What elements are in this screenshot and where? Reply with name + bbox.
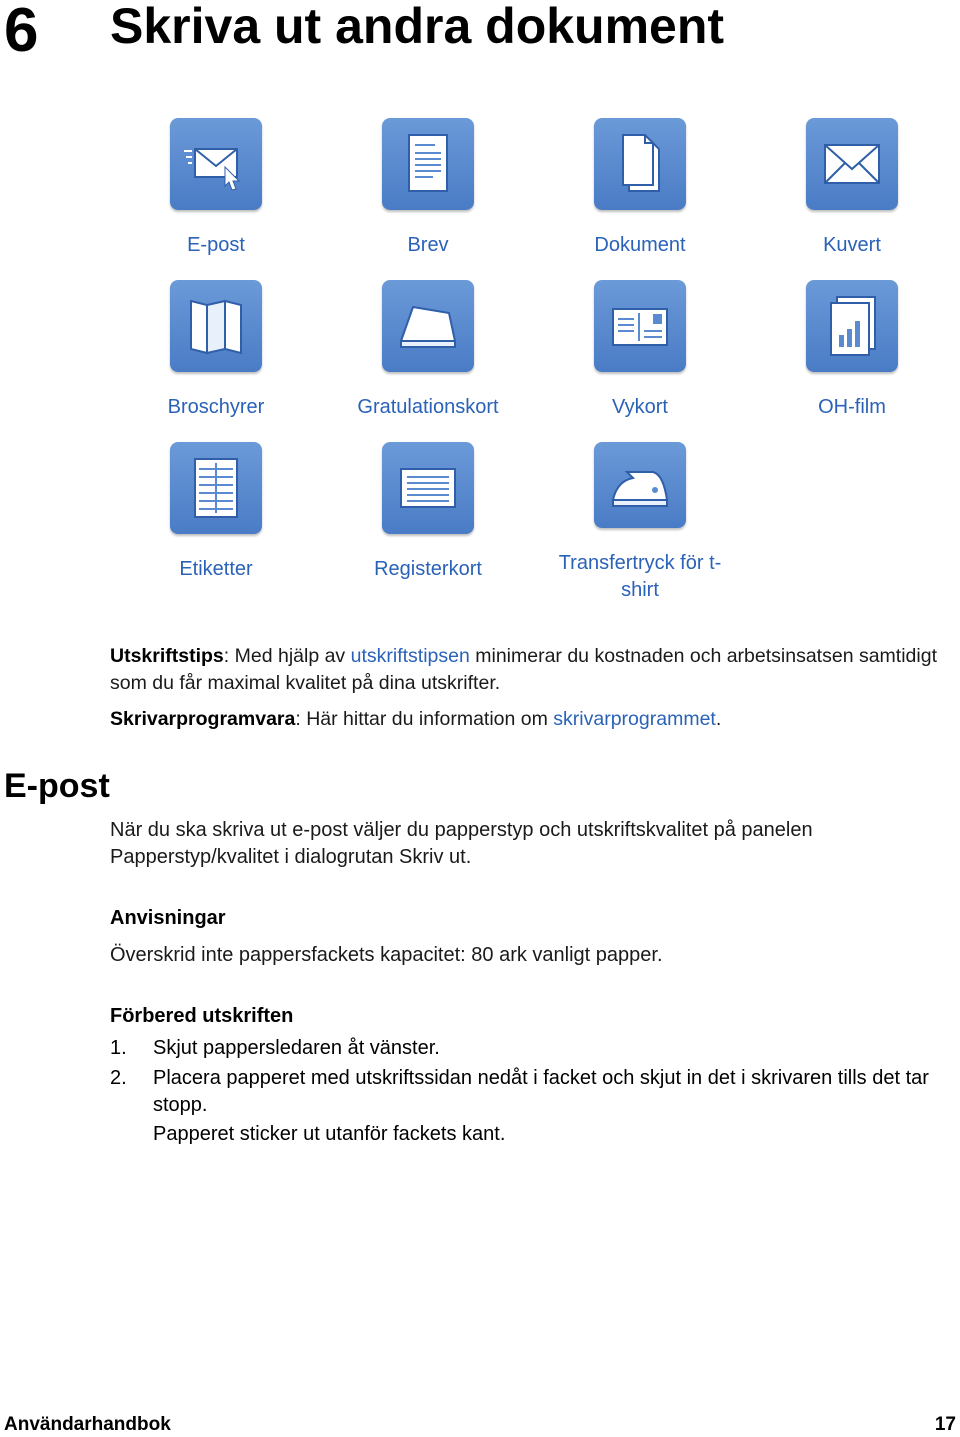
printer-software-pre: : Här hittar du information om <box>295 708 554 730</box>
tile-postcard[interactable] <box>534 280 746 442</box>
labels-icon <box>170 442 262 534</box>
tile-label: Kuvert <box>823 234 881 256</box>
transparency-icon <box>806 280 898 372</box>
printer-software-post: . <box>715 708 722 730</box>
tile-letter[interactable] <box>322 118 534 280</box>
tile-label: Broschyrer <box>167 396 265 418</box>
email-icon <box>170 118 262 210</box>
tile-greeting-card[interactable] <box>322 280 534 442</box>
grid-row <box>110 442 958 604</box>
tile-label: E-post <box>187 234 245 256</box>
document-icon <box>594 118 686 210</box>
tile-document[interactable] <box>534 118 746 280</box>
list-item <box>110 1035 955 1062</box>
printer-software-label: Skrivarprogramvara <box>110 708 296 730</box>
page-number: 17 <box>934 1414 956 1435</box>
postcard-icon <box>594 280 686 372</box>
iron-on-icon <box>594 442 686 528</box>
print-tips-link[interactable]: utskriftstipsen <box>350 645 470 667</box>
document-type-grid <box>110 118 958 604</box>
tile-label: Dokument <box>594 234 686 256</box>
step-note <box>110 1121 955 1148</box>
envelope-icon <box>806 118 898 210</box>
section-title: E-post <box>4 767 110 805</box>
footer-manual-title: Användarhandbok <box>4 1414 171 1435</box>
guidelines-title: Anvisningar <box>110 907 226 929</box>
tile-email[interactable] <box>110 118 322 280</box>
grid-row <box>110 280 958 442</box>
printer-software-link[interactable]: skrivarprogrammet <box>553 708 716 730</box>
index-card-icon <box>382 442 474 534</box>
step-number: 2. <box>110 1067 127 1089</box>
greeting-card-icon <box>382 280 474 372</box>
prepare-title: Förbered utskriften <box>110 1005 294 1027</box>
list-item <box>110 1065 955 1119</box>
chapter-title: Skriva ut andra dokument <box>110 0 725 54</box>
print-tips-paragraph <box>110 643 955 697</box>
tile-brochure[interactable] <box>110 280 322 442</box>
step-text: Placera papperet med utskriftssidan nedåt i facket och skjut in det i skrivaren tills det tar stopp. <box>153 1067 929 1116</box>
tile-index-card[interactable] <box>322 442 534 604</box>
tile-label: Transfertryck för t-shirt <box>558 552 722 601</box>
chapter-number: 6 <box>4 0 39 65</box>
printer-software-paragraph <box>110 706 955 733</box>
tile-envelope[interactable] <box>746 118 958 280</box>
print-tips-post: minimerar du kostnaden och arbetsinsatsen samtidigt som du får maximal kvalitet på dina utskrifter. <box>110 645 937 694</box>
tile-label: Brev <box>407 234 449 256</box>
tile-label: Gratulationskort <box>357 396 499 418</box>
section-intro: När du ska skriva ut e-post väljer du papperstyp och utskriftskvalitet på panelen Papperstyp/kvalitet i dialogrutan Skriv ut. <box>110 819 813 868</box>
tile-iron-on[interactable] <box>534 442 746 604</box>
tile-label: Vykort <box>612 396 668 418</box>
letter-icon <box>382 118 474 210</box>
step-text: Skjut pappersledaren åt vänster. <box>153 1037 440 1059</box>
grid-row <box>110 118 958 280</box>
step-note-text: Papperet sticker ut utanför fackets kant. <box>153 1123 506 1145</box>
print-tips-label: Utskriftstips <box>110 645 224 667</box>
guidelines-text: Överskrid inte pappersfackets kapacitet: 80 ark vanligt papper. <box>110 944 663 966</box>
tile-transparency[interactable] <box>746 280 958 442</box>
step-number: 1. <box>110 1037 127 1059</box>
tile-label: Registerkort <box>374 558 482 580</box>
print-tips-pre: : Med hjälp av <box>223 645 351 667</box>
tile-labels[interactable] <box>110 442 322 604</box>
tile-label: OH-film <box>818 396 886 418</box>
brochure-icon <box>170 280 262 372</box>
tile-label: Etiketter <box>179 558 253 580</box>
